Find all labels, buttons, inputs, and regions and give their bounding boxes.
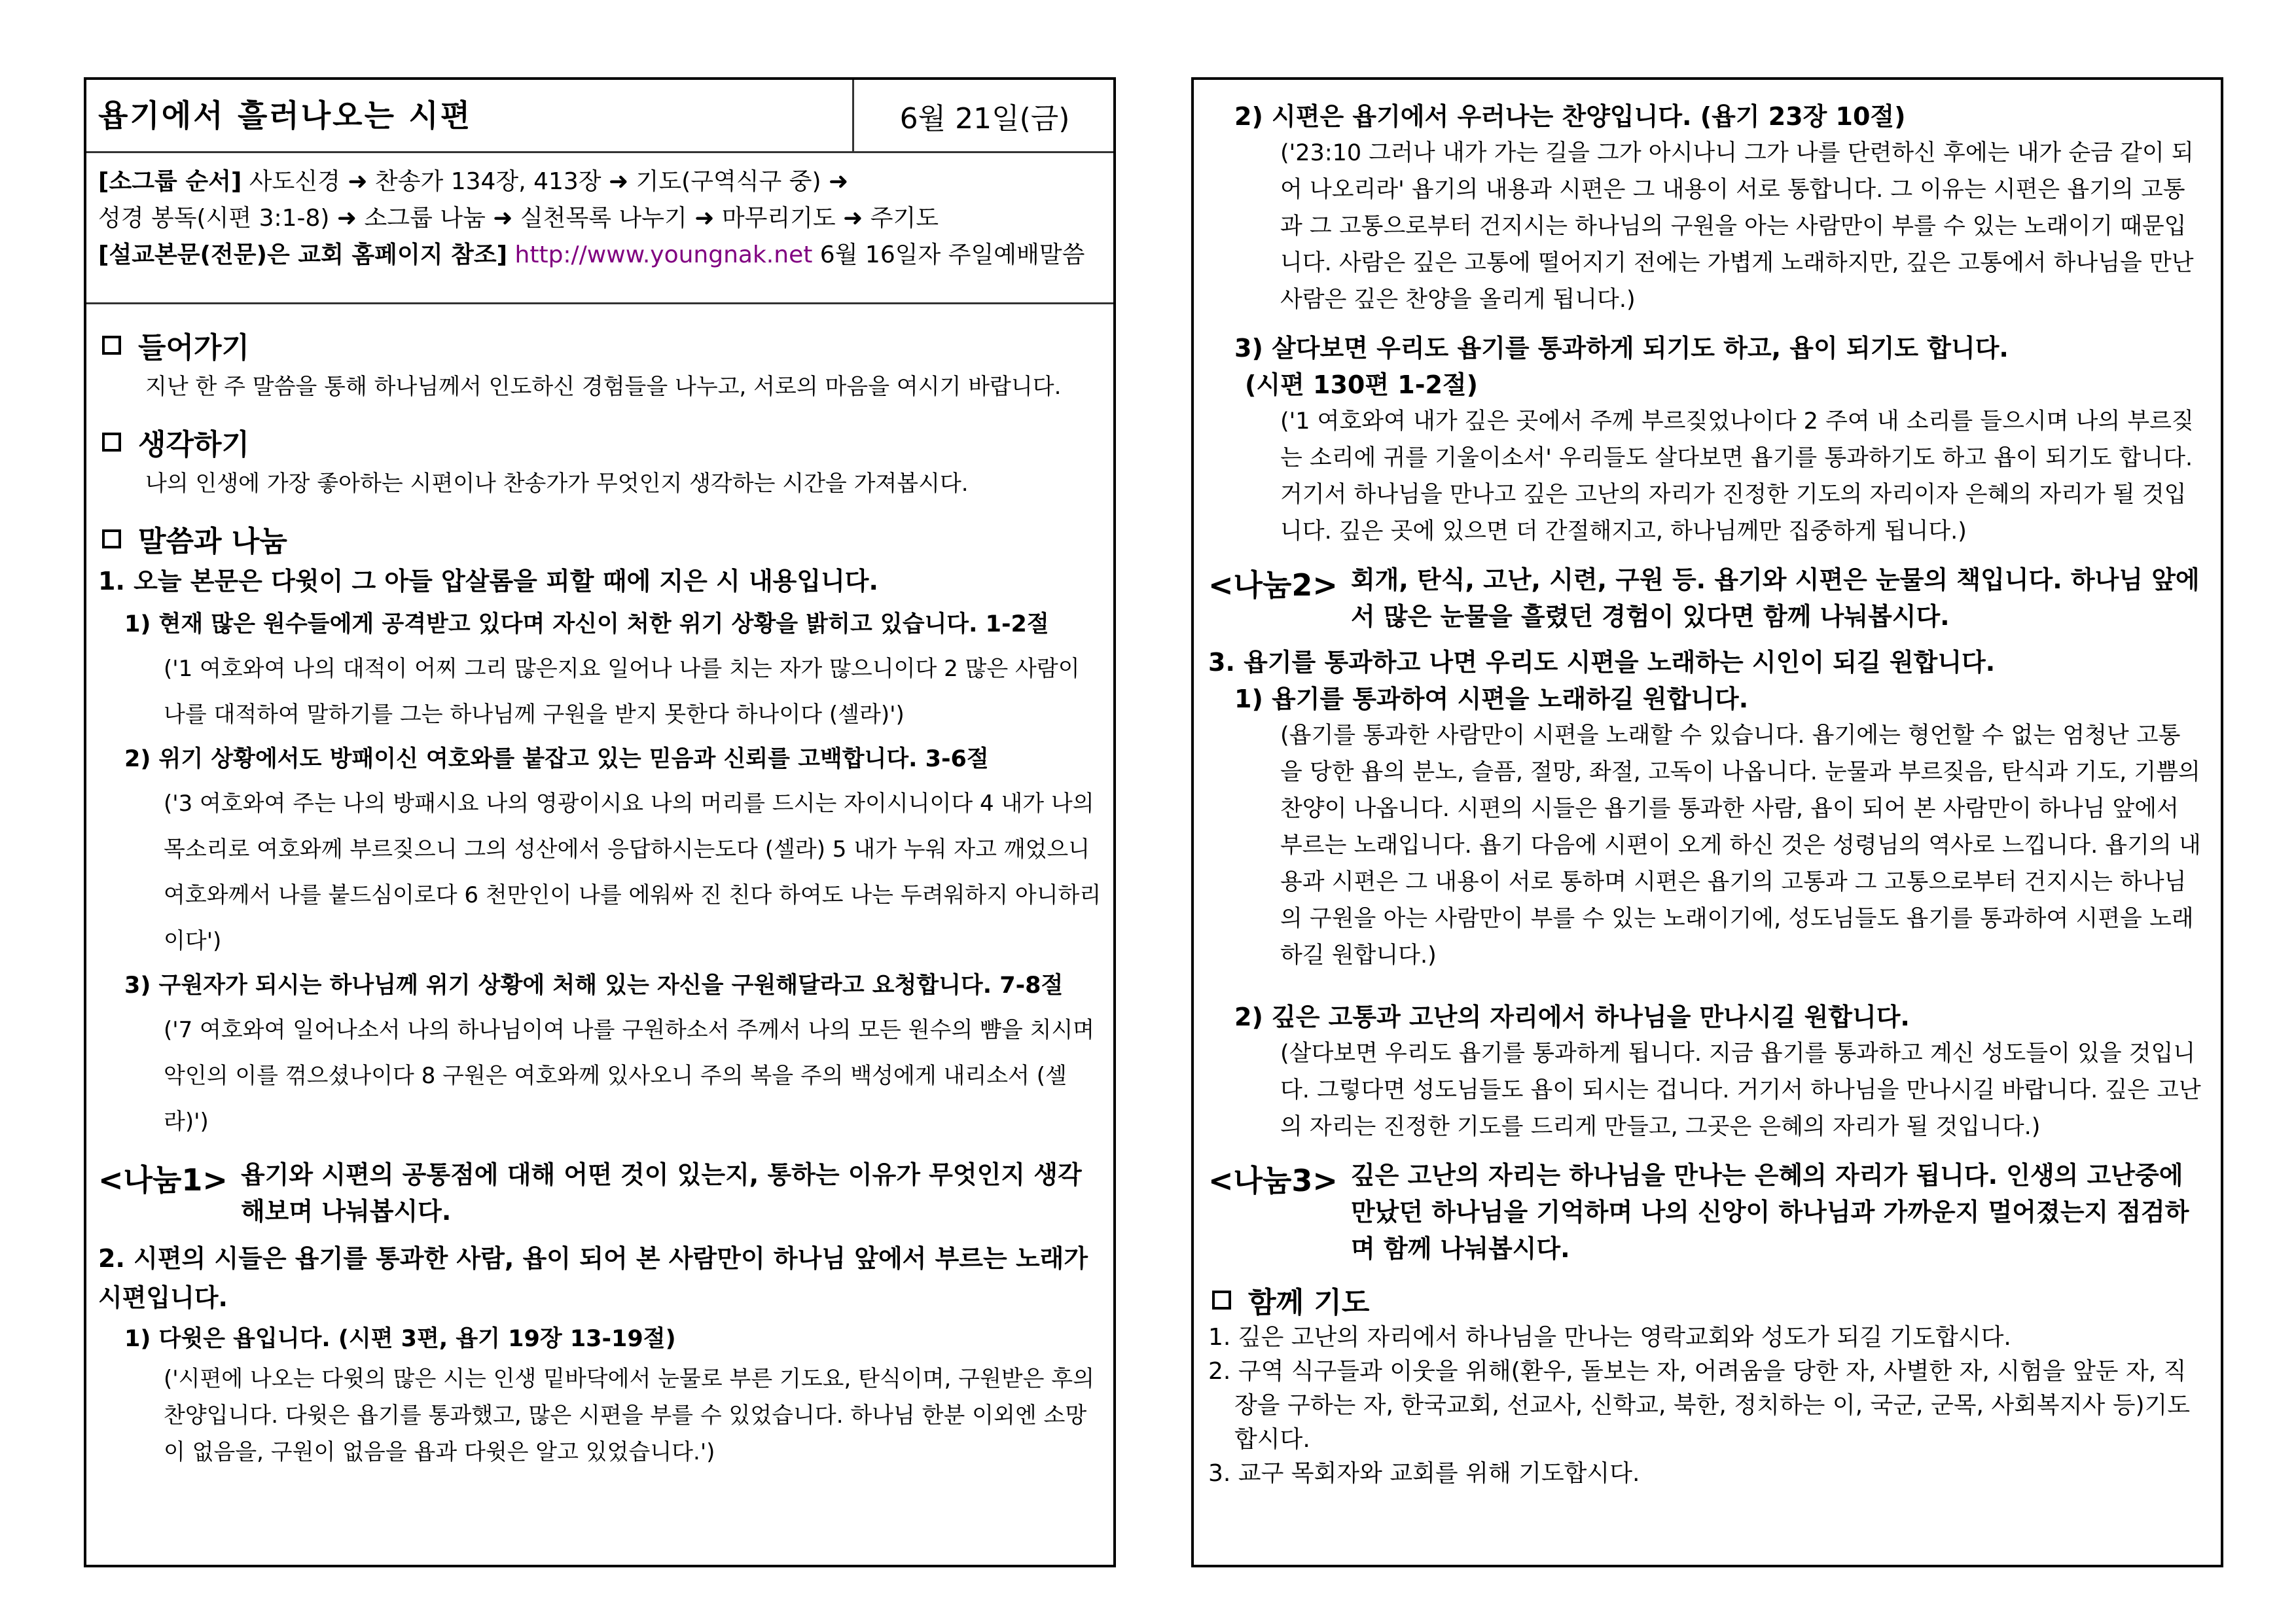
sermon-link[interactable]: http://www.youngnak.net [514,241,813,268]
point-2-3-ref: (시편 130편 1-2절) [1245,370,1478,399]
point-1-2-heading: 2) 위기 상황에서도 방패이신 여호와를 붙잡고 있는 믿음과 신뢰를 고백합니다. 3-6절 [124,746,989,772]
left-body [86,324,1113,1471]
checkbox-icon [102,433,121,452]
point-2-heading: 2. 시편의 시들은 욥기를 통과한 사람, 욥이 되어 본 사람만이 하나님 앞에서 부르는 노래가 시편입니다. [98,1244,1088,1312]
sermon-label: [설교본문(전문)은 교회 홈페이지 참조] [98,241,508,268]
checkbox-icon [1212,1291,1231,1310]
share-1-label: <나눔1> [98,1162,228,1198]
right-body [1194,80,2221,1491]
info-block [86,153,1113,304]
right-panel [1191,77,2223,1567]
order-label: [소그룹 순서] [98,168,242,195]
share-2-text: 회개, 탄식, 고난, 시련, 구원 등. 욥기와 시편은 눈물의 책입니다. 하나님 앞에서 많은 눈물을 흘렸던 경험이 있다면 함께 나눠봅시다. [1350,565,2200,631]
share-3-text: 깊은 고난의 자리는 하나님을 만나는 은혜의 자리가 됩니다. 인생의 고난중에 만났던 하나님을 기억하며 나의 신앙이 하나님과 가까운지 멀어졌는지 점검하며 함께 나눠봅시다. [1350,1161,2189,1263]
order-line-1 [98,164,1102,200]
date-label: 6월 21일(금) [852,80,1115,151]
share-2 [1208,562,2206,635]
point-1-1-heading: 1) 현재 많은 원수들에게 공격받고 있다며 자신이 처한 위기 상황을 밝히고 있습니다. 1-2절 [124,611,1049,637]
point-1-3-heading: 3) 구원자가 되시는 하나님께 위기 상황에 처해 있는 자신을 구원해달라고 요청합니다. 7-8절 [124,972,1064,999]
point-2-3-heading: 3) 살다보면 우리도 욥기를 통과하게 되기도 하고, 욥이 되기도 합니다. [1234,334,2009,363]
intro-text: 지난 한 주 말씀을 통해 하나님께서 인도하신 경험들을 나누고, 서로의 마음을 여시기 바랍니다. [145,374,1062,400]
share-1-text: 욥기와 시편의 공통점에 대해 어떤 것이 있는지, 통하는 이유가 무엇인지 생각해보며 나눠봅시다. [240,1160,1082,1226]
sermon-line [98,237,1102,274]
prayer-title: 함께 기도 [1248,1286,1370,1319]
point-2-1-body: ('시편에 나오는 다윗의 많은 시는 인생 밑바닥에서 눈물로 부른 기도요, 탄식이며, 구원받은 후의 찬양입니다. 다윗은 욥기를 통과했고, 많은 시편을 부를 수 있었습니다. 하나님 한분 이외엔 소망이 없음을, 구원이 없음을 욥과 다윗은 알고 있었습니다.') [164,1366,1094,1465]
intro-title: 들어가기 [138,331,250,365]
prayer-item-1: 1. 깊은 고난의 자리에서 하나님을 만나는 영락교회와 성도가 되길 기도합시다. [1208,1324,2011,1351]
point-3-1-body: (욥기를 통과한 사람만이 시편을 노래할 수 있습니다. 욥기에는 형언할 수 없는 엄청난 고통을 당한 욥의 분노, 슬픔, 절망, 좌절, 고독이 나옵니다. 눈물과 부르짖음, 탄식과 기도, 기쁨의 찬양이 나옵니다. 시편의 시들은 욥기를 통과한 사람, 욥이 되어 본 사람만이 하나님 앞에서 부르는 노래입니다. 욥기 다음에 시편이 오게 하신 것은 성령님의 역사로 느낍니다. 욥기의 내용과 시편은 그 내용이 서로 통하며 시편은 욥기의 고통과 그 고통으로부터 건지시는 하나님의 구원을 아는 사람만이 부를 수 있는 노래이기에, 성도님들도 욥기를 통과하여 시편을 노래하길 원합니다.) [1280,722,2201,969]
think-heading [98,421,1102,463]
point-3-2-heading: 2) 깊은 고통과 고난의 자리에서 하나님을 만나시길 원합니다. [1234,1003,1910,1031]
point-1-heading: 1. 오늘 본문은 다윗이 그 아들 압살롬을 피할 때에 지은 시 내용입니다. [98,567,878,596]
point-2-2-heading: 2) 시편은 욥기에서 우러나는 찬양입니다. (욥기 23장 10절) [1234,102,1906,131]
point-2-2-body: ('23:10 그러나 내가 가는 길을 그가 아시나니 그가 나를 단련하신 후에는 내가 순금 같이 되어 나오리라' 욥기의 내용과 시편은 그 내용이 서로 통합니다. 그 이유는 시편은 욥기의 고통과 그 고통으로부터 건지시는 하나님의 구원을 아는 사람만이 부를 수 있는 노래이기 때문입니다. 사람은 깊은 고통에 떨어지기 전에는 가볍게 노래하지만, 깊은 고통에서 하나님을 만난 사람은 깊은 찬양을 올리게 됩니다.) [1280,140,2194,313]
header [86,80,1113,153]
point-1-3-body: ('7 여호와여 일어나소서 나의 하나님이여 나를 구원하소서 주께서 나의 모든 원수의 뺨을 치시며 악인의 이를 꺾으셨나이다 8 구원은 여호와께 있사오니 주의 복을 주의 백성에게 내리소서 (셀라)') [164,1017,1095,1135]
order-line-2: 성경 봉독(시편 3:1-8) ➜ 소그룹 나눔 ➜ 실천목록 나누기 ➜ 마무리기도 ➜ 주기도 [98,205,939,232]
share-3-label: <나눔3> [1208,1163,1338,1198]
share-1 [98,1156,1102,1230]
prayer-list [1208,1321,2206,1491]
point-2-1-heading: 1) 다윗은 욥입니다. (시편 3편, 욥기 19장 13-19절) [124,1326,676,1352]
prayer-item-3: 3. 교구 목회자와 교회를 위해 기도합시다. [1208,1460,1640,1487]
word-title: 말씀과 나눔 [138,525,287,558]
share-3 [1208,1157,2206,1267]
prayer-heading [1208,1279,2206,1321]
word-heading [98,518,1102,560]
prayer-item-2: 2. 구역 식구들과 이웃을 위해(환우, 돌보는 자, 어려움을 당한 자, 사별한 자, 시험을 앞둔 자, 직장을 구하는 자, 한국교회, 선교사, 신학교, 북한, 정치하는 이, 국군, 군목, 사회복지사 등)기도합시다. [1208,1358,2191,1453]
point-1-1-body: ('1 여호와여 나의 대적이 어찌 그리 많은지요 일어나 나를 치는 자가 많으니이다 2 많은 사람이 나를 대적하여 말하기를 그는 하나님께 구원을 받지 못한다 하나이다 (셀라)') [164,656,1080,728]
point-3-heading: 3. 욥기를 통과하고 나면 우리도 시편을 노래하는 시인이 되길 원합니다. [1208,648,1996,677]
checkbox-icon [102,336,121,355]
intro-heading [98,324,1102,366]
share-2-label: <나눔2> [1208,567,1338,603]
order-text-1: 사도신경 ➜ 찬송가 134장, 413장 ➜ 기도(구역식구 중) ➜ [249,168,849,195]
think-text: 나의 인생에 가장 좋아하는 시편이나 찬송가가 무엇인지 생각하는 시간을 가져봅시다. [145,471,969,497]
point-1-2-body: ('3 여호와여 주는 나의 방패시요 나의 영광이시요 나의 머리를 드시는 자이시니이다 4 내가 나의 목소리로 여호와께 부르짖으니 그의 성산에서 응답하시는도다 (셀라) 5 내가 누워 자고 깨었으니 여호와께서 나를 붙드심이로다 6 천만인이 나를 에워싸 진 친다 하여도 나는 두려워하지 아니하리이다') [164,791,1102,954]
sermon-suffix: 6월 16일자 주일예배말씀 [819,241,1085,268]
page-title: 욥기에서 흘러나오는 시편 [98,98,473,134]
point-2-3-body: ('1 여호와여 내가 깊은 곳에서 주께 부르짖었나이다 2 주여 내 소리를 들으시며 나의 부르짖는 소리에 귀를 기울이소서' 우리들도 살다보면 욥기를 통과하기도 하고 욥이 되기도 합니다. 거기서 하나님을 만나고 깊은 고난의 자리가 진정한 기도의 자리이자 은혜의 자리가 될 것입니다. 깊은 곳에 있으면 더 간절해지고, 하나님께만 집중하게 됩니다.) [1280,408,2194,544]
think-title: 생각하기 [138,428,250,461]
checkbox-icon [102,529,121,548]
left-panel [84,77,1116,1567]
point-3-1-heading: 1) 욥기를 통과하여 시편을 노래하길 원합니다. [1234,685,1749,713]
point-3-2-body: (살다보면 우리도 욥기를 통과하게 됩니다. 지금 욥기를 통과하고 계신 성도들이 있을 것입니다. 그렇다면 성도님들도 욥이 되시는 겁니다. 거기서 하나님을 만나시길 바랍니다. 깊은 고난의 자리는 진정한 기도를 드리게 만들고, 그곳은 은혜의 자리가 될 것입니다.) [1280,1041,2201,1140]
